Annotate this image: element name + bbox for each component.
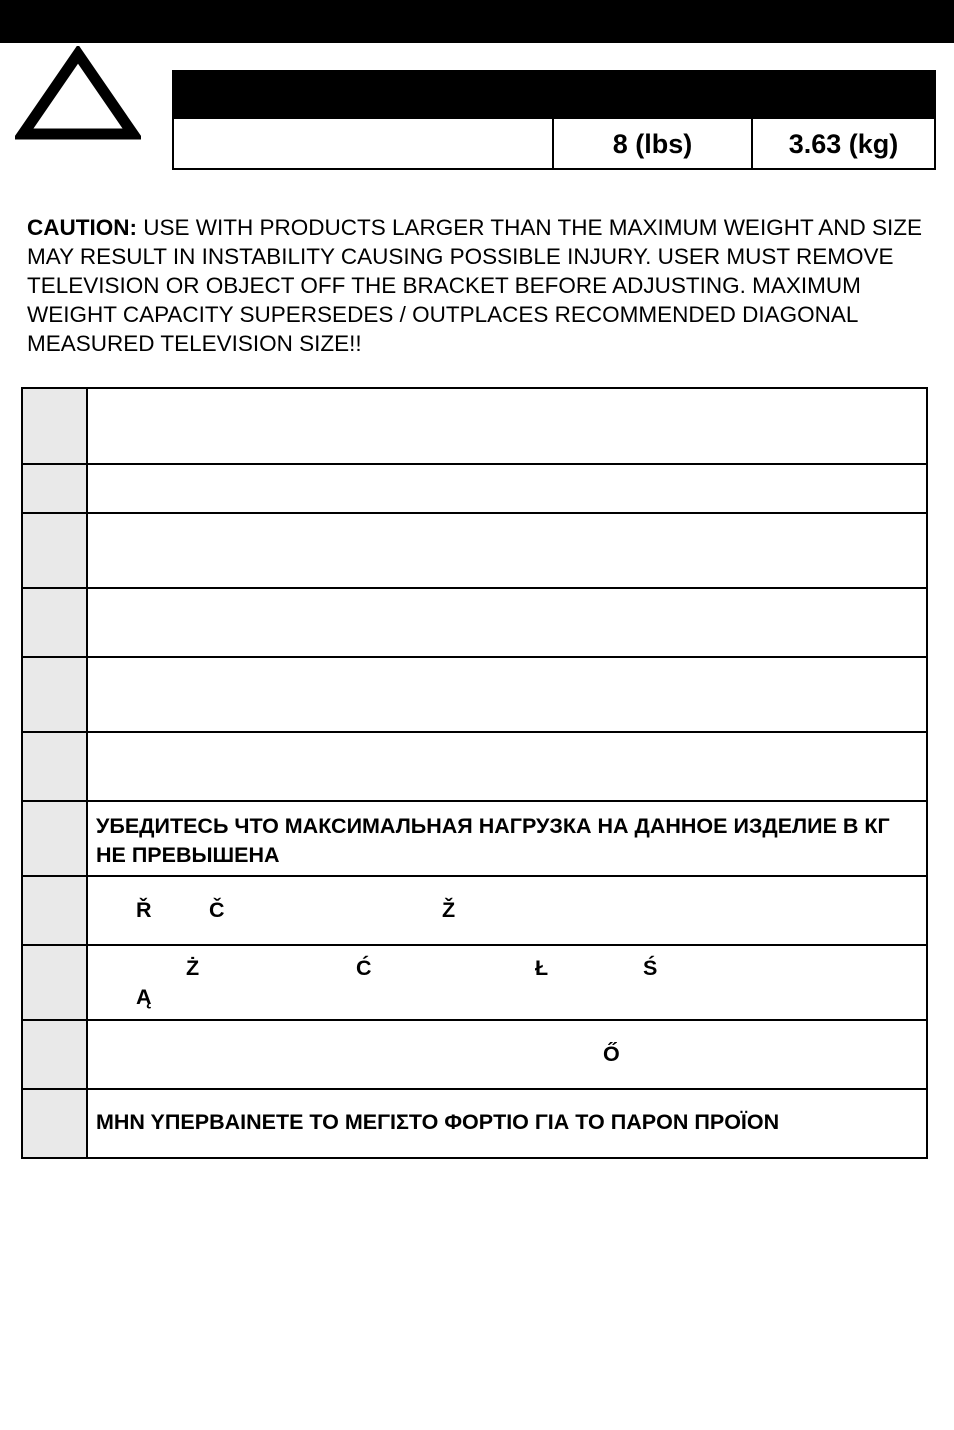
glyph-s-acute: Ś — [643, 956, 658, 980]
language-code-cell — [23, 733, 88, 800]
glyph-o-double-acute: Ő — [603, 1042, 620, 1066]
table-row — [23, 802, 926, 877]
capacity-kg: 3.63 (kg) — [788, 129, 899, 159]
language-code-cell — [23, 465, 88, 512]
table-row — [23, 389, 926, 465]
table-row — [23, 658, 926, 733]
table-row — [23, 946, 926, 1021]
warning-text-cell — [88, 733, 926, 800]
warning-text-cell — [88, 589, 926, 656]
language-code-cell — [23, 514, 88, 587]
capacity-header — [174, 72, 934, 119]
language-code-cell — [23, 389, 88, 463]
language-code-cell — [23, 802, 88, 875]
table-row — [23, 465, 926, 514]
glyph-l-stroke: Ł — [535, 956, 549, 980]
capacity-label — [174, 119, 554, 170]
weight-capacity-table — [172, 70, 936, 170]
capacity-lbs: 8 (lbs) — [554, 119, 753, 170]
language-code-cell — [23, 589, 88, 656]
language-code-cell — [23, 946, 88, 1019]
caution-paragraph — [27, 213, 927, 358]
glyph-c-acute: Ć — [356, 956, 372, 980]
glyph-z-dot: Ż — [186, 956, 200, 980]
warning-text-polish — [88, 946, 926, 1019]
capacity-row — [174, 119, 934, 170]
language-code-cell — [23, 1090, 88, 1157]
warning-text-czech — [88, 877, 926, 944]
warning-text-greek: ΜΗΝ ΥΠΕΡΒΑΙΝΕΤΕ ΤΟ ΜΕΓΙΣΤΟ ΦΟΡΤΙΟ ΓΙΑ ΤΟ ΠΑΡΟΝ ΠΡΟΪΟΝ — [96, 1110, 780, 1134]
caution-lead: CAUTION: — [27, 215, 137, 240]
table-row — [23, 514, 926, 589]
table-row — [23, 877, 926, 946]
table-row — [23, 589, 926, 658]
table-row — [23, 733, 926, 802]
warning-text-cell — [88, 658, 926, 731]
warning-text-cell — [88, 465, 926, 512]
warning-text-russian: УБЕДИТЕСЬ ЧТО МАКСИМАЛЬНАЯ НАГРУЗКА НА ДАННОЕ ИЗДЕЛИЕ В КГ НЕ ПРЕВЫШЕНА — [96, 814, 890, 867]
language-warning-table — [21, 387, 928, 1159]
language-code-cell — [23, 877, 88, 944]
language-code-cell — [23, 658, 88, 731]
top-bar — [0, 0, 954, 43]
glyph-c-caron: Č — [209, 898, 225, 922]
warning-text-cell — [88, 514, 926, 587]
caution-body: USE WITH PRODUCTS LARGER THAN THE MAXIMUM WEIGHT AND SIZE MAY RESULT IN INSTABILITY CAUSING POSSIBLE INJURY. USER MUST REMOVE TELEVISION OR OBJECT OFF THE BRACKET BEFORE ADJUSTING. MAXIMUM WEIGHT CAPACITY SUPERSEDES / OUTPLACES RECOMMENDED DIAGONAL MEASURED TELEVISION SIZE!! — [27, 215, 923, 356]
glyph-r-caron: Ř — [136, 898, 152, 922]
warning-triangle-icon — [15, 46, 141, 142]
language-code-cell — [23, 1021, 88, 1088]
table-row — [23, 1090, 926, 1157]
warning-text-cell — [88, 389, 926, 463]
glyph-a-ogonek: Ą — [136, 985, 152, 1009]
glyph-z-caron: Ž — [442, 898, 456, 922]
table-row — [23, 1021, 926, 1090]
warning-text-hungarian — [88, 1021, 926, 1088]
